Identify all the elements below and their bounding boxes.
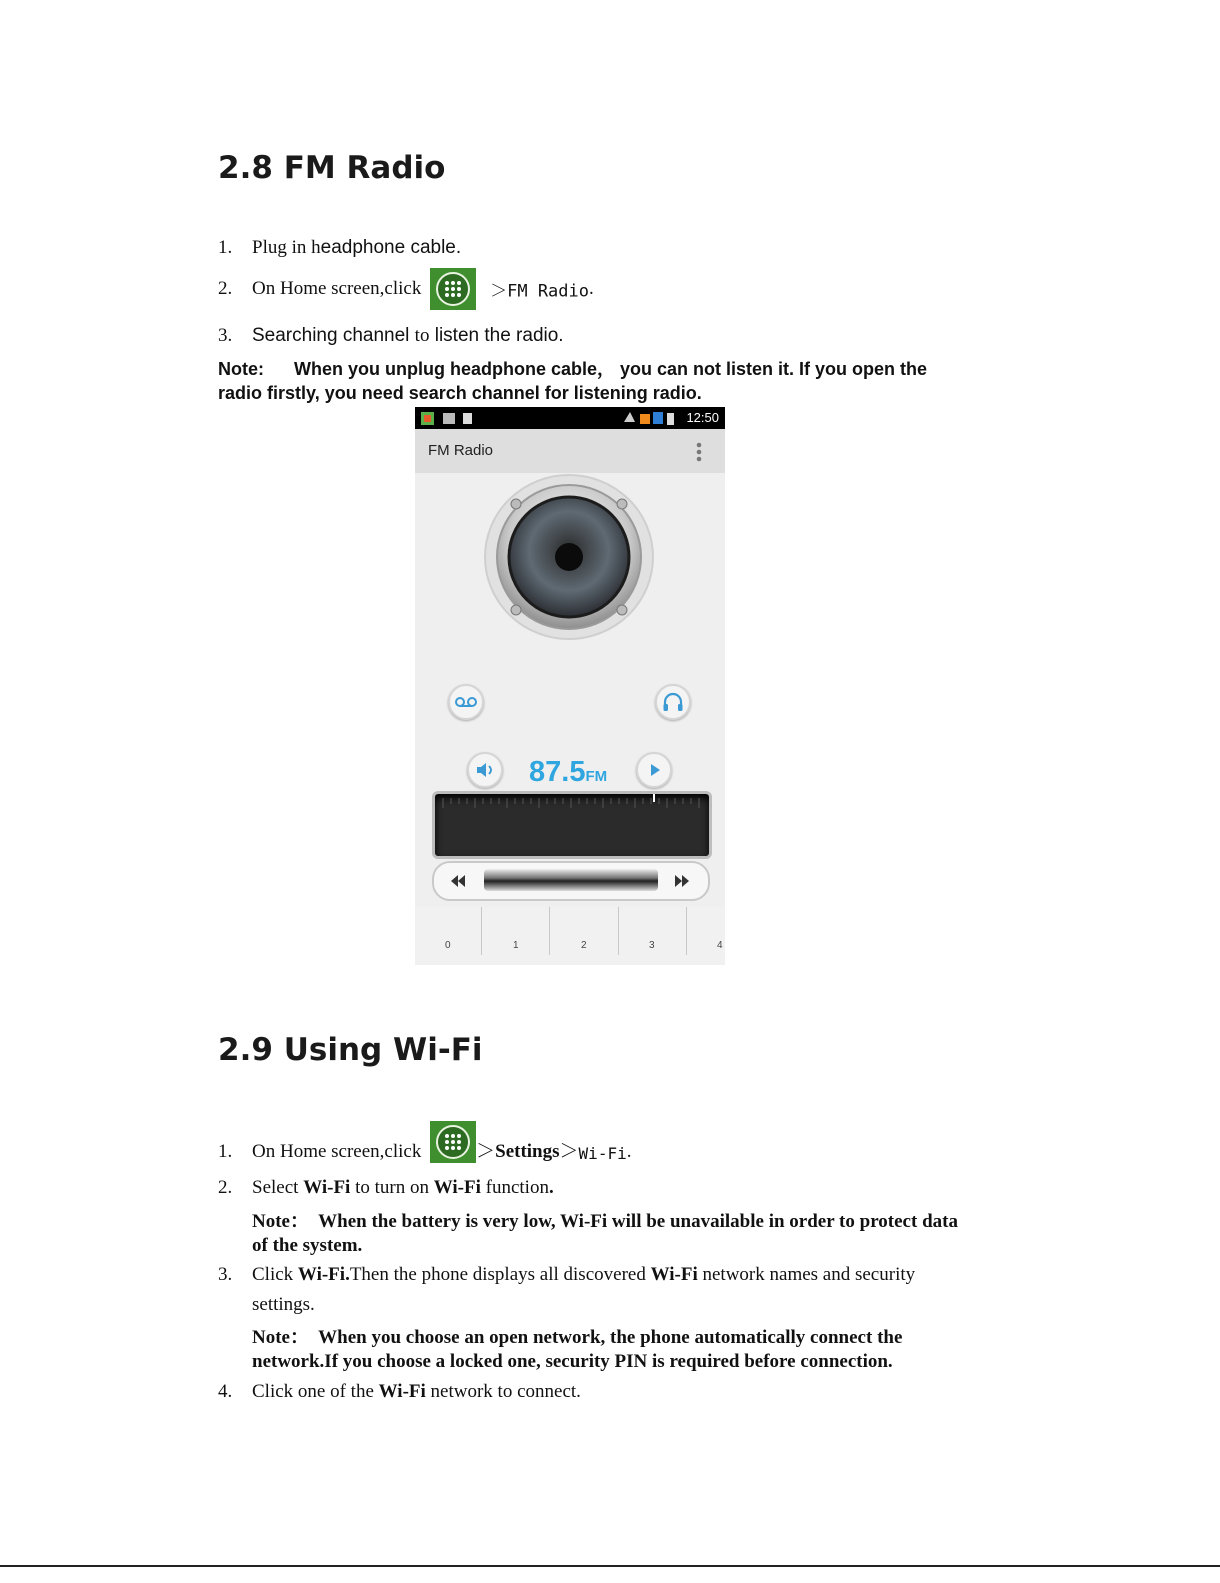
step-text: Wi-Fi <box>303 1177 351 1198</box>
fm-note-line-1: Note: When you unplug headphone cable， you can not listen it. If you open the <box>218 359 928 379</box>
status-time: 12:50 <box>686 410 719 425</box>
step-text: eadphone cable. <box>320 237 462 258</box>
step-text: Wi-Fi. <box>297 1264 350 1285</box>
wifi-step-1 <box>218 1121 631 1163</box>
step-text: ＞ <box>559 1141 579 1162</box>
step-text: Searching channel <box>252 325 415 346</box>
ruler-label: 1 <box>513 940 519 951</box>
wifi-step-2 <box>218 1177 554 1199</box>
app-drawer-icon <box>430 268 476 310</box>
fm-radio-screenshot <box>415 407 725 965</box>
step-text: . <box>626 1141 632 1162</box>
page-bottom-rule <box>0 1565 1220 1567</box>
step-text: . <box>548 1177 554 1198</box>
step-number: 3. <box>218 325 233 346</box>
record-button[interactable] <box>448 684 484 720</box>
step-text: On Home screen,click <box>252 1141 422 1162</box>
fm-note-line-2: radio firstly, you need search channel for listening radio. <box>218 383 702 403</box>
step-text: Wi-Fi <box>433 1177 481 1198</box>
step-text: ＞ <box>476 1141 496 1162</box>
play-icon <box>638 754 670 786</box>
wifi-step-4 <box>218 1381 581 1403</box>
step-text: to turn on <box>350 1177 434 1198</box>
fast-forward-icon[interactable] <box>674 874 690 888</box>
dial-ticks <box>435 794 709 856</box>
step-text: listen the radio. <box>429 325 564 346</box>
seek-knob[interactable] <box>484 869 658 891</box>
step-text: Settings <box>495 1141 560 1162</box>
fm-step-3 <box>218 325 564 347</box>
fm-step-1 <box>218 237 461 259</box>
tuning-dial[interactable] <box>432 791 712 859</box>
step-text: Then the phone displays all discovered <box>349 1264 651 1285</box>
ruler-label: 2 <box>581 940 587 951</box>
wifi-note-1-line-2: of the system. <box>252 1235 363 1256</box>
step-number: 4. <box>218 1381 233 1402</box>
frequency-display <box>529 756 607 789</box>
wifi-note-1-line-1: Note： When the battery is very low, Wi-Fi will be unavailable in order to protect data <box>252 1211 958 1232</box>
ruler-tick <box>686 907 687 955</box>
step-text: . <box>589 278 594 299</box>
step-text: Wi-Fi <box>578 1144 627 1163</box>
system-status-icons <box>622 410 682 426</box>
play-button[interactable] <box>636 752 672 788</box>
ruler-tick <box>481 907 482 955</box>
fm-step-2 <box>218 268 594 310</box>
frequency-ruler <box>415 907 725 965</box>
step-text: Click <box>252 1264 298 1285</box>
step-text: function <box>480 1177 549 1198</box>
step-text: network to connect. <box>425 1381 581 1402</box>
step-text: On Home screen,click <box>252 278 422 299</box>
wifi-note-2-line-1: Note： When you choose an open network, the phone automatically connect the <box>252 1327 903 1348</box>
volume-button[interactable] <box>467 752 503 788</box>
headset-button[interactable] <box>655 684 691 720</box>
rewind-icon[interactable] <box>450 874 466 888</box>
speaker-volume-icon <box>469 754 501 786</box>
section-heading-wifi: 2.9 Using Wi-Fi <box>218 1032 483 1068</box>
status-bar <box>415 407 725 429</box>
seek-bar[interactable] <box>432 861 710 901</box>
voicemail-icon <box>450 686 482 718</box>
step-number: 2. <box>218 1177 233 1198</box>
step-text: Plug in h <box>252 237 321 258</box>
app-drawer-icon <box>430 1121 476 1163</box>
frequency-value: 87.5 <box>529 756 586 788</box>
step-text: Wi-Fi <box>378 1381 426 1402</box>
notification-icons <box>421 411 491 426</box>
speaker-icon <box>483 473 655 641</box>
step-number: 2. <box>218 278 233 299</box>
wifi-step-3 <box>218 1264 988 1286</box>
step-text: Wi-Fi <box>650 1264 698 1285</box>
app-bar <box>415 429 725 473</box>
frequency-unit: FM <box>585 768 608 785</box>
ruler-label: 0 <box>445 940 451 951</box>
step-number: 3. <box>218 1264 233 1285</box>
app-title: FM Radio <box>428 442 494 459</box>
ruler-tick <box>618 907 619 955</box>
wifi-note-2-line-2: network.If you choose a locked one, security PIN is required before connection. <box>252 1351 893 1372</box>
ruler-label: 4 <box>717 940 723 951</box>
section-heading-fm-radio: 2.8 FM Radio <box>218 150 446 186</box>
overflow-menu-icon[interactable] <box>695 441 703 463</box>
ruler-tick <box>549 907 550 955</box>
ruler-label: 3 <box>649 940 655 951</box>
step-text: network names and security <box>697 1264 916 1285</box>
step-text: to <box>414 325 430 346</box>
step-number: 1. <box>218 237 233 258</box>
step-text: Select <box>252 1177 304 1198</box>
step-number: 1. <box>218 1141 233 1162</box>
step-text: Click one of the <box>252 1381 379 1402</box>
step-text: ＞FM Radio <box>490 281 589 302</box>
wifi-step-3-continued: settings. <box>252 1294 315 1315</box>
headphones-icon <box>657 686 689 718</box>
